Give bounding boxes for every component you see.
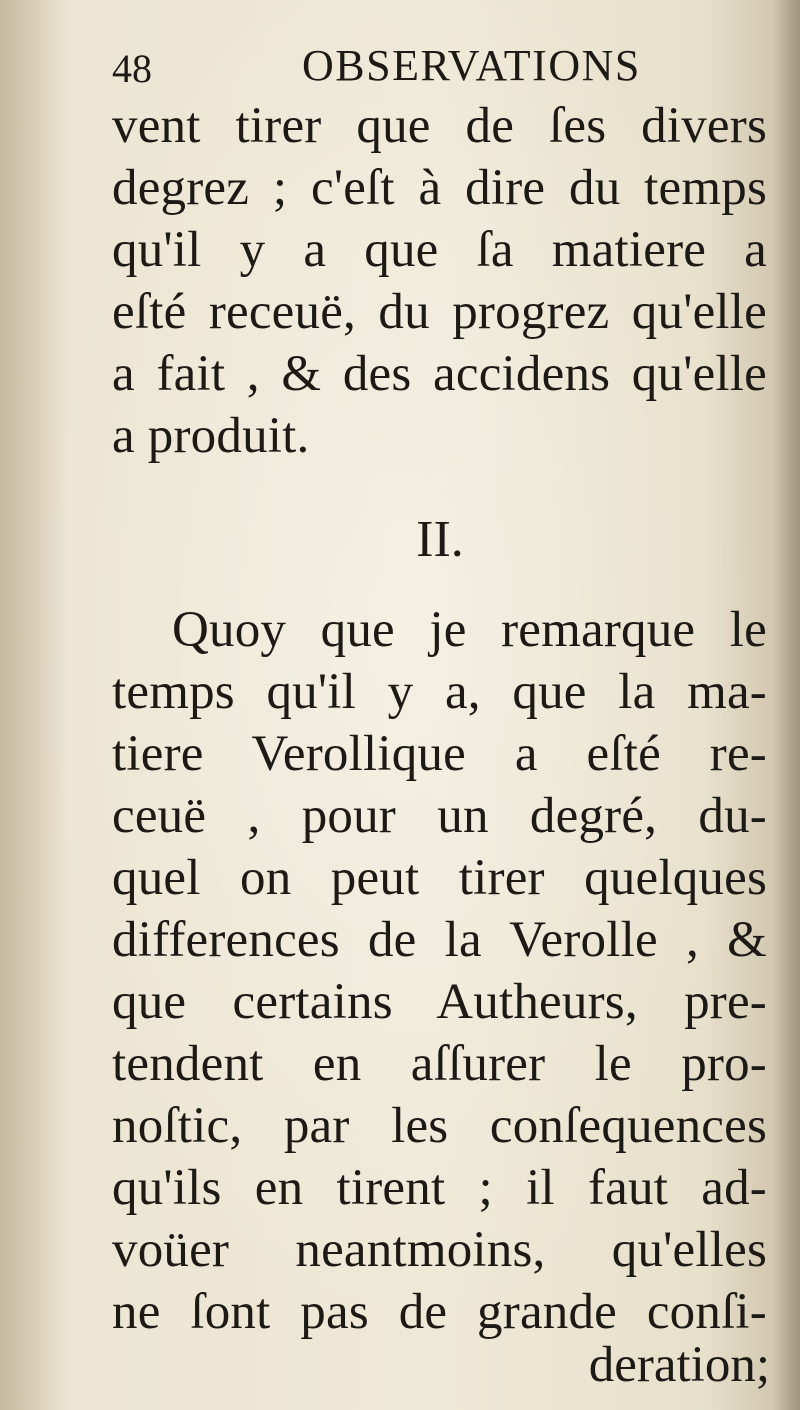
text-line: voüer neantmoins, qu'elles: [112, 1222, 767, 1278]
text-line: Quoy que je remarque le: [172, 602, 767, 658]
page-header: [112, 38, 767, 98]
text-line: temps qu'il y a, que la ma-: [112, 664, 767, 720]
text-line: vent tirer que de ſes divers: [112, 98, 767, 154]
text-line: quel on peut tirer quelques: [112, 850, 767, 906]
running-head: OBSERVATIONS: [302, 41, 641, 90]
text-line: degrez ; c'eſt à dire du temps: [112, 160, 767, 216]
catchword: deration;: [588, 1337, 770, 1393]
text-line: qu'ils en tirent ; il faut ad-: [112, 1160, 767, 1216]
text-line: que certains Autheurs, pre-: [112, 974, 767, 1030]
text-line: tiere Verollique a eſté re-: [112, 726, 767, 782]
text-line: a produit.: [112, 408, 310, 464]
page-number: 48: [112, 46, 152, 91]
gutter-shadow: [774, 0, 800, 1410]
text-line: ne ſont pas de grande conſi-: [112, 1284, 767, 1340]
page-edge-stain: [0, 0, 70, 1410]
text-line: a fait , & des accidens qu'elle: [112, 346, 767, 402]
text-line: noſtic, par les conſequences: [112, 1098, 767, 1154]
section-number: II.: [416, 511, 464, 568]
text-line: ceuë , pour un degré, du-: [112, 788, 767, 844]
text-line: qu'il y a que ſa matiere a: [112, 222, 767, 278]
text-line: differences de la Verolle , &: [112, 912, 767, 968]
text-line: eſté receuë, du progrez qu'elle: [112, 284, 767, 340]
text-line: tendent en aſſurer le pro-: [112, 1036, 767, 1092]
